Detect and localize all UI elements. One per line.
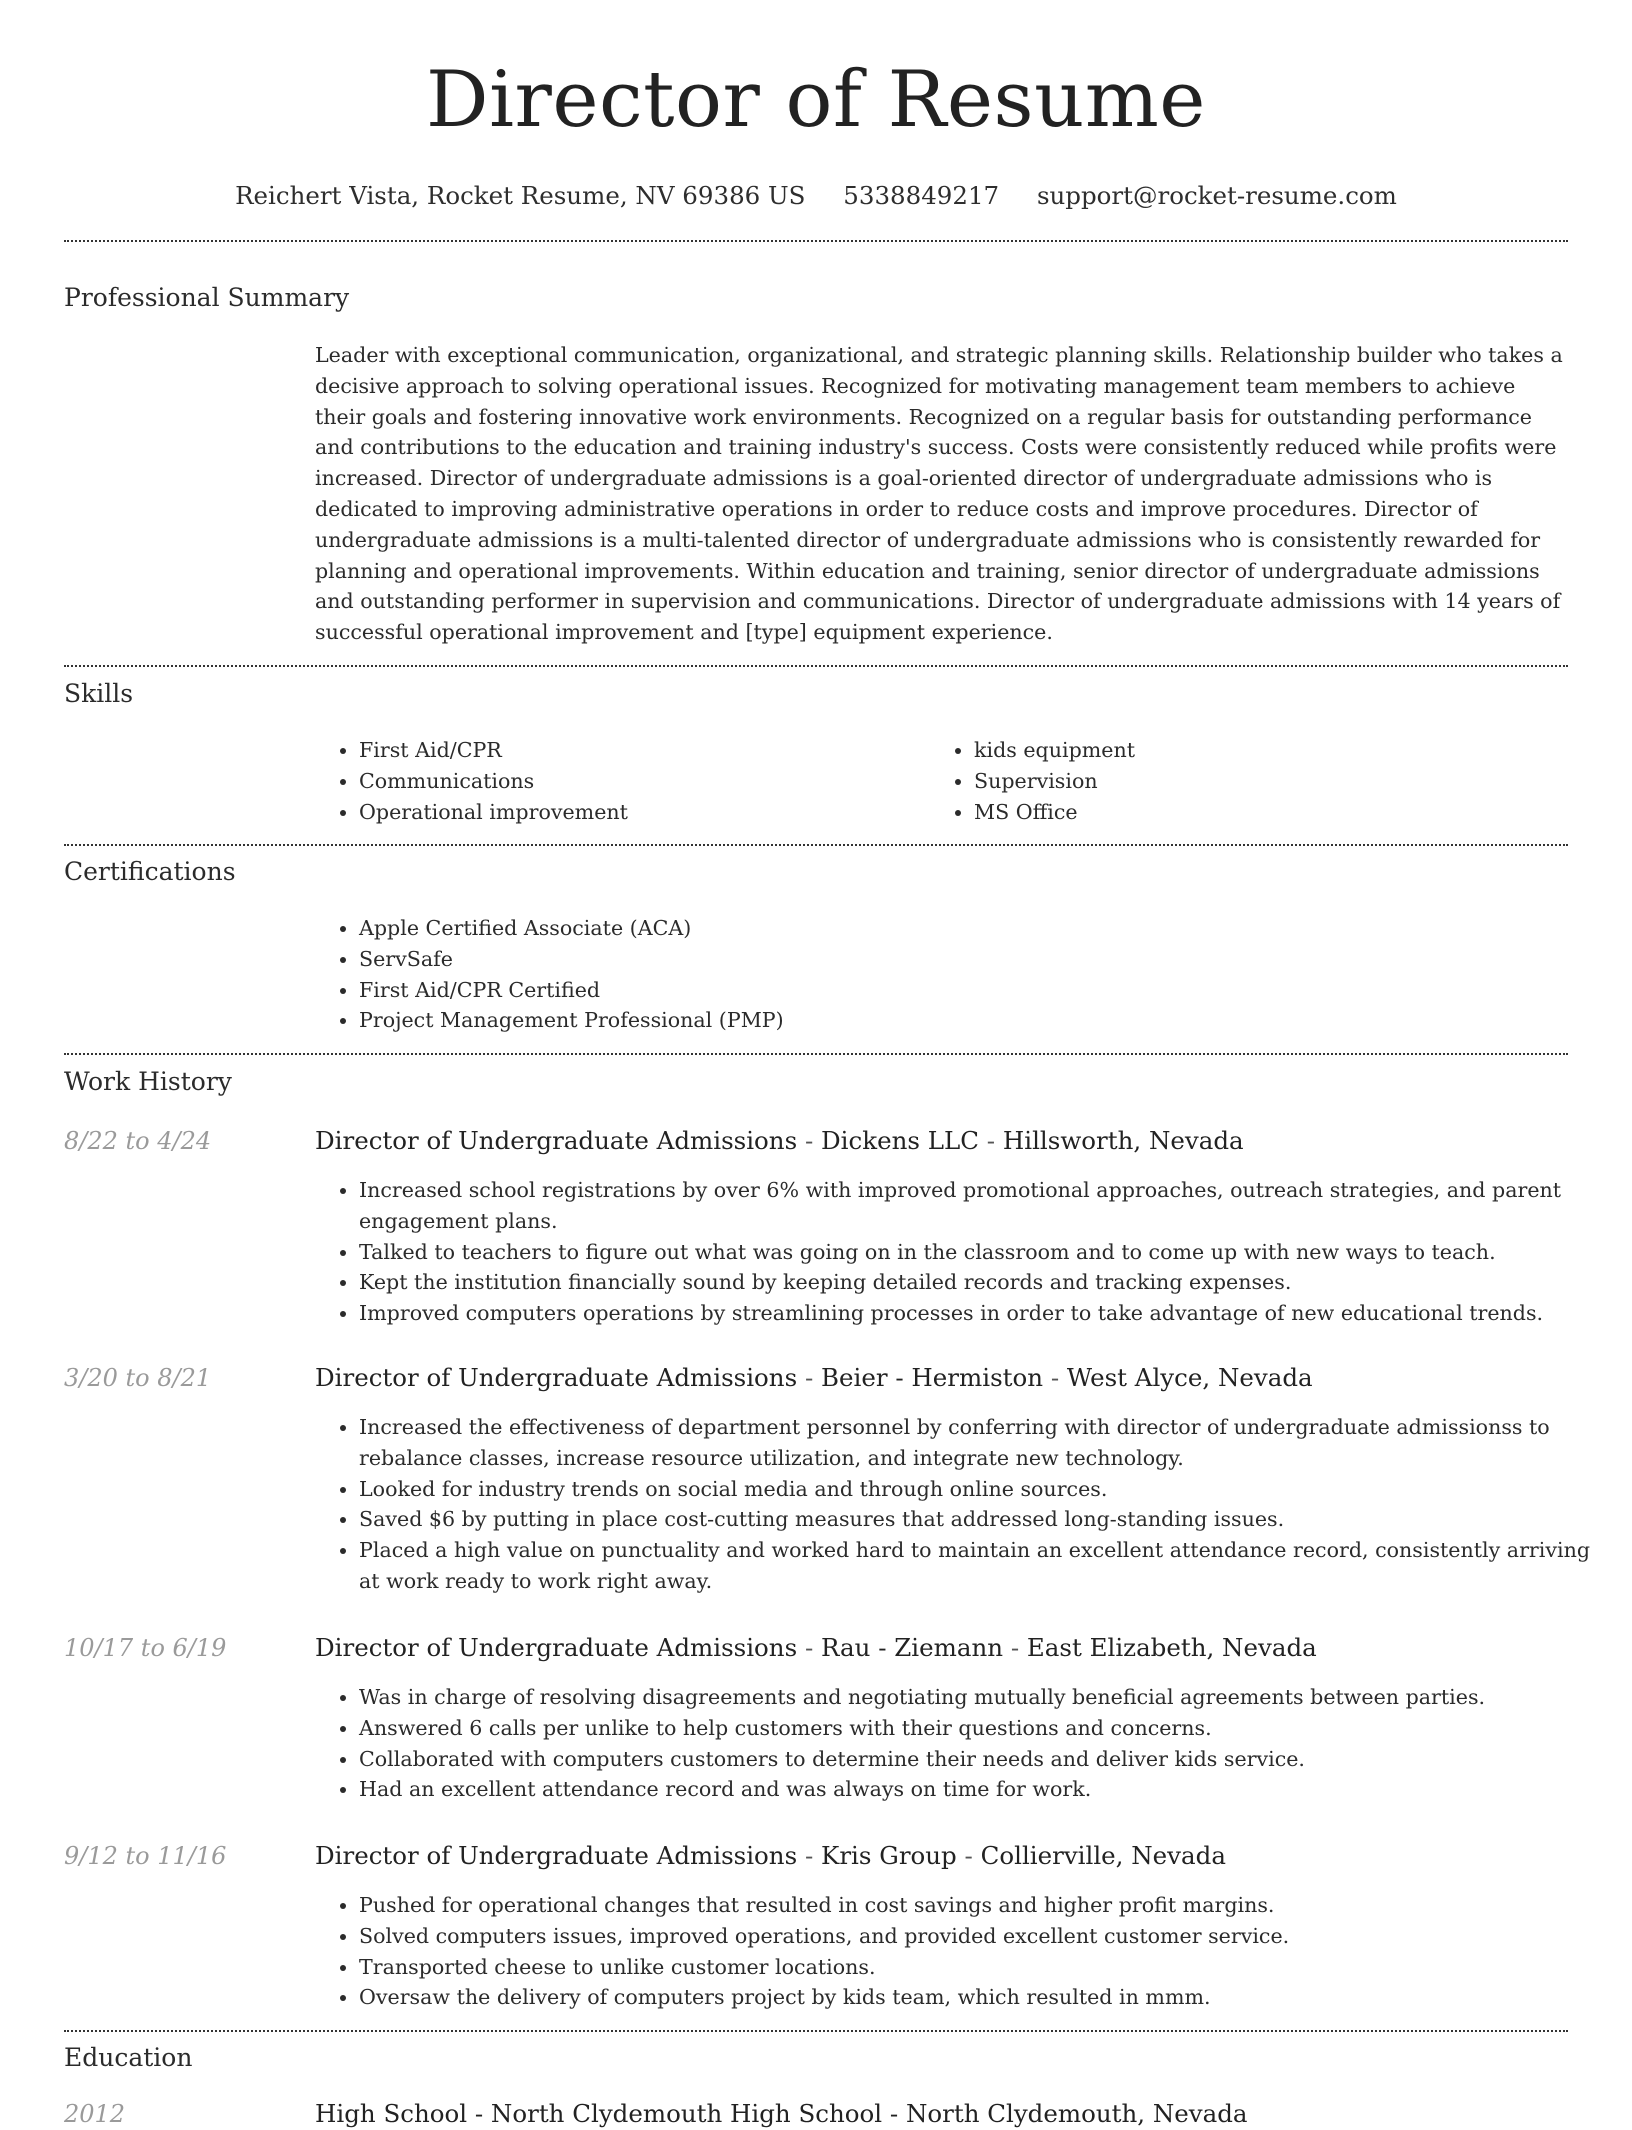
job-company: Dickens LLC	[821, 1126, 980, 1155]
job-bullet: • Transported cheese to unlike customer locations.	[359, 1952, 1599, 1983]
job-role: Director of Undergraduate Admissions	[315, 1363, 798, 1392]
skill-item: • Operational improvement	[359, 797, 919, 828]
divider	[64, 2030, 1568, 2032]
skills-list-left	[315, 735, 919, 827]
job-bullet: • Oversaw the delivery of computers project by kids team, which resulted in mmm.	[359, 1982, 1599, 2013]
job-bullets	[315, 1412, 1599, 1597]
skills-list-right	[930, 735, 1534, 827]
summary-text: Leader with exceptional communication, organizational, and strategic planning skills. Relationship builder who takes a decisive approach to solving operational issues. Recognized for motivating management team members to achieve their goals and fostering innovative work environments. Recognized on a regular basis for outstanding performance and contributions to the education and training industry's success. Costs were consistently reduced while profits were increased. Director of undergraduate admissions is a goal-oriented director of undergraduate admissions who is dedicated to improving administrative operations in order to reduce costs and improve procedures. Director of undergraduate admissions is a multi-talented director of undergraduate admissions who is consistently rewarded for planning and operational improvements. Within education and training, senior director of undergraduate admissions and outstanding performer in supervision and communications. Director of undergraduate admissions with 14 years of successful operational improvement and [type] equipment experience.	[315, 343, 1563, 645]
job-title: Director of Undergraduate Admissions - Dickens LLC - Hillsworth, Nevada	[315, 1126, 1244, 1155]
candidate-name: Director of Resume	[426, 55, 1206, 145]
resume-header	[0, 0, 1632, 212]
summary-heading: Professional Summary	[64, 283, 350, 312]
job-bullet: • Collaborated with computers customers to determine their needs and deliver kids service.	[359, 1744, 1599, 1775]
job-title: Director of Undergraduate Admissions - Beier - Hermiston - West Alyce, Nevada	[315, 1363, 1313, 1392]
certification-item: • Project Management Professional (PMP)	[359, 1005, 1559, 1036]
job-bullet: • Had an excellent attendance record and was always on time for work.	[359, 1774, 1599, 1805]
education-heading: Education	[64, 2043, 193, 2072]
job-dates: 3/20 to 8/21	[64, 1364, 212, 1392]
job-company: Kris Group	[821, 1841, 957, 1870]
contact-line	[0, 180, 1632, 212]
job-location: East Elizabeth, Nevada	[1026, 1633, 1317, 1662]
job-company: Rau - Ziemann	[821, 1633, 1004, 1662]
job-bullet: • Pushed for operational changes that resulted in cost savings and higher profit margins.	[359, 1890, 1599, 1921]
job-bullet: • Increased school registrations by over 6% with improved promotional approaches, outreach strategies, and parent engagement plans.	[359, 1175, 1599, 1237]
divider	[64, 665, 1568, 667]
phone: 5338849217	[843, 181, 1000, 210]
skills-heading: Skills	[64, 679, 134, 708]
job-bullets	[315, 1175, 1599, 1329]
job-bullet: • Improved computers operations by streamlining processes in order to take advantage of new educational trends.	[359, 1298, 1599, 1329]
address: Reichert Vista, Rocket Resume, NV 69386 US	[235, 181, 806, 210]
job-bullet: • Answered 6 calls per unlike to help customers with their questions and concerns.	[359, 1713, 1599, 1744]
job-dates: 9/12 to 11/16	[64, 1842, 227, 1870]
job-bullet: • Talked to teachers to figure out what was going on in the classroom and to come up with new ways to teach.	[359, 1237, 1599, 1268]
certification-item: • Apple Certified Associate (ACA)	[359, 913, 1559, 944]
job-company: Beier - Hermiston	[821, 1363, 1044, 1392]
certifications-list	[315, 913, 1559, 1036]
divider	[64, 240, 1568, 242]
job-location: Collierville, Nevada	[980, 1841, 1226, 1870]
job-location: West Alyce, Nevada	[1066, 1363, 1313, 1392]
job-bullets	[315, 1682, 1599, 1805]
certification-item: • First Aid/CPR Certified	[359, 975, 1559, 1006]
skill-item: • Supervision	[974, 766, 1534, 797]
job-bullets	[315, 1890, 1599, 2013]
job-dates: 8/22 to 4/24	[64, 1127, 212, 1155]
job-bullet: • Placed a high value on punctuality and worked hard to maintain an excellent attendance record, consistently arriving at work ready to work right away.	[359, 1535, 1599, 1597]
work-history-heading: Work History	[64, 1067, 232, 1096]
divider	[64, 844, 1568, 846]
job-role: Director of Undergraduate Admissions	[315, 1633, 798, 1662]
job-bullet: • Was in charge of resolving disagreements and negotiating mutually beneficial agreements between parties.	[359, 1682, 1599, 1713]
skill-item: • kids equipment	[974, 735, 1534, 766]
skill-item: • First Aid/CPR	[359, 735, 919, 766]
job-bullet: • Increased the effectiveness of department personnel by conferring with director of undergraduate admissionss to rebalance classes, increase resource utilization, and integrate new technology.	[359, 1412, 1599, 1474]
certifications-heading: Certifications	[64, 857, 236, 886]
job-bullet: • Kept the institution financially sound by keeping detailed records and tracking expenses.	[359, 1267, 1599, 1298]
job-title: Director of Undergraduate Admissions - Rau - Ziemann - East Elizabeth, Nevada	[315, 1633, 1317, 1662]
job-bullet: • Solved computers issues, improved operations, and provided excellent customer service.	[359, 1921, 1599, 1952]
job-role: Director of Undergraduate Admissions	[315, 1841, 798, 1870]
job-bullet: • Looked for industry trends on social media and through online sources.	[359, 1474, 1599, 1505]
email: support@rocket-resume.com	[1036, 181, 1397, 210]
certification-item: • ServSafe	[359, 944, 1559, 975]
skill-item: • MS Office	[974, 797, 1534, 828]
job-title: Director of Undergraduate Admissions - Kris Group - Collierville, Nevada	[315, 1841, 1226, 1870]
job-bullet: • Saved $6 by putting in place cost-cutting measures that addressed long-standing issues.	[359, 1504, 1599, 1535]
divider	[64, 1053, 1568, 1055]
skill-item: • Communications	[359, 766, 919, 797]
job-dates: 10/17 to 6/19	[64, 1634, 227, 1662]
education-year: 2012	[64, 2100, 126, 2128]
job-role: Director of Undergraduate Admissions	[315, 1126, 798, 1155]
education-line: High School - North Clydemouth High School - North Clydemouth, Nevada	[315, 2099, 1248, 2128]
job-location: Hillsworth, Nevada	[1002, 1126, 1244, 1155]
